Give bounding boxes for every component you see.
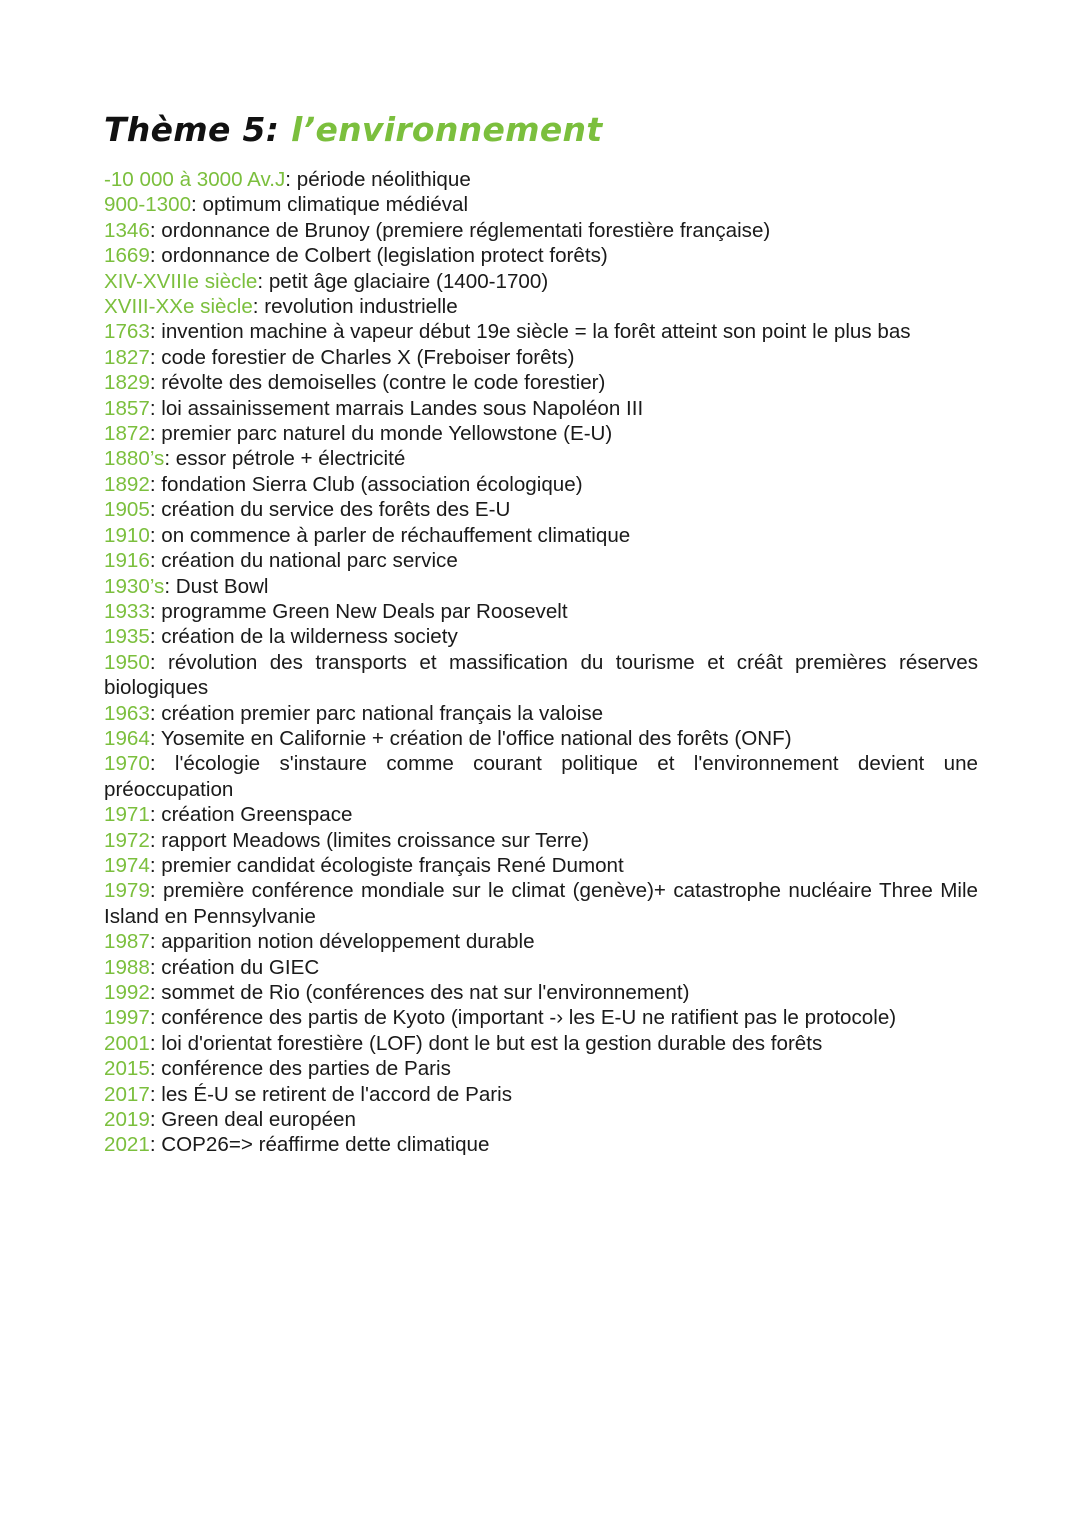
entry-date: 1970	[104, 752, 150, 776]
timeline-entry	[104, 726, 978, 751]
entry-separator: :	[149, 752, 175, 776]
entry-separator: :	[149, 726, 161, 750]
entry-text: rapport Meadows (limites croissance sur Terre)	[161, 828, 589, 852]
entry-text: ordonnance de Brunoy (premiere réglementati forestière française)	[161, 218, 771, 242]
entry-text: optimum climatique médiéval	[202, 193, 469, 217]
title-subject: l’environnement	[291, 110, 603, 149]
timeline-entry	[104, 828, 978, 853]
entry-separator: :	[149, 828, 162, 852]
entry-separator: :	[257, 269, 269, 293]
entry-text: première conférence mondiale sur le climat (genève)+ catastrophe nucléaire Three Mile Island en Pennsylvanie	[104, 879, 979, 928]
timeline-entry	[104, 929, 978, 954]
timeline-entry	[104, 167, 978, 192]
entry-text: programme Green New Deals par Roosevelt	[161, 599, 568, 623]
timeline-entry	[104, 345, 978, 370]
entry-date: 1964	[104, 726, 150, 750]
timeline-entry	[104, 294, 978, 319]
entry-separator: :	[149, 853, 162, 877]
timeline-entry	[104, 523, 978, 548]
entry-text: les É-U se retirent de l'accord de Paris	[161, 1082, 513, 1106]
entry-separator: :	[149, 955, 162, 979]
entry-text: on commence à parler de réchauffement climatique	[161, 523, 631, 547]
entry-text: loi d'orientat forestière (LOF) dont le but est la gestion durable des forêts	[161, 1031, 823, 1055]
timeline-entry	[104, 472, 978, 497]
entry-separator: :	[149, 523, 162, 547]
entry-separator: :	[149, 422, 162, 446]
timeline-entry	[104, 421, 978, 446]
entry-text: l'écologie s'instaure comme courant politique et l'environnement devient une préoccupation	[104, 752, 978, 801]
entry-date: 1987	[104, 930, 150, 954]
entry-date: 1950	[104, 650, 150, 674]
entry-text: période néolithique	[296, 168, 471, 191]
entry-date: 1905	[104, 498, 150, 522]
timeline-entry	[104, 269, 978, 294]
timeline-entry	[104, 1082, 978, 1107]
entry-separator: :	[149, 981, 162, 1004]
title-prefix: Thème 5:	[104, 110, 280, 149]
entry-separator: :	[149, 1057, 162, 1081]
entry-date: -10 000 à 3000 Av.J	[104, 168, 286, 191]
timeline-entry	[104, 802, 978, 827]
entry-separator: :	[149, 599, 162, 623]
entry-separator: :	[191, 193, 203, 217]
entry-text: fondation Sierra Club (association écologique)	[161, 472, 583, 496]
entry-separator: :	[149, 320, 162, 344]
entry-date: 2021	[104, 1133, 150, 1157]
timeline-entry	[104, 701, 978, 726]
entry-date: 2019	[104, 1108, 150, 1132]
entry-date: 1997	[104, 1006, 150, 1030]
entry-date: 1974	[104, 853, 150, 877]
timeline-entry	[104, 548, 978, 573]
entry-separator: :	[149, 1082, 162, 1106]
entry-date: 1963	[104, 701, 150, 725]
entry-date: 1892	[104, 472, 150, 496]
entry-separator: :	[149, 549, 162, 573]
entry-text: création du national parc service	[161, 549, 458, 573]
entry-text: création Greenspace	[161, 803, 353, 827]
timeline-entry	[104, 1132, 978, 1157]
timeline-entry	[104, 650, 978, 701]
entry-text: ordonnance de Colbert (legislation protect forêts)	[161, 244, 608, 268]
entry-date: 1669	[104, 244, 150, 268]
timeline-entry	[104, 192, 978, 217]
entry-separator: :	[149, 1031, 162, 1055]
timeline-entry	[104, 751, 978, 802]
entry-date: 1988	[104, 955, 150, 979]
timeline-entry	[104, 955, 978, 980]
entry-text: loi assainissement marrais Landes sous Napoléon III	[161, 396, 644, 420]
entry-text: apparition notion développement durable	[161, 930, 535, 954]
entry-date: 1872	[104, 422, 150, 446]
timeline-entry	[104, 1005, 978, 1030]
timeline-entry	[104, 1056, 978, 1081]
entry-date: 2017	[104, 1082, 150, 1106]
entry-date: 1935	[104, 625, 150, 649]
entry-date: 1930’s	[104, 574, 165, 598]
timeline-entry	[104, 574, 978, 599]
entry-separator: :	[252, 295, 265, 319]
entry-separator: :	[149, 879, 163, 903]
entry-text: Dust Bowl	[175, 574, 269, 598]
entry-date: 1880’s	[104, 447, 165, 471]
entry-separator: :	[149, 930, 162, 954]
entry-date: 1972	[104, 828, 150, 852]
entry-text: sommet de Rio (conférences des nat sur l'environnement)	[161, 981, 690, 1004]
entry-date: 1933	[104, 599, 150, 623]
entry-text: Green deal européen	[161, 1108, 356, 1132]
entry-date: 2001	[104, 1031, 150, 1055]
entry-date: 900-1300	[104, 193, 192, 217]
entry-separator: :	[285, 168, 297, 191]
entry-separator: :	[149, 244, 162, 268]
timeline-entry	[104, 853, 978, 878]
timeline-entry	[104, 878, 978, 929]
timeline-entry	[104, 446, 978, 471]
entry-date: 1763	[104, 320, 150, 344]
entry-date: 1827	[104, 345, 150, 369]
entry-separator: :	[149, 498, 162, 522]
timeline-entry	[104, 1031, 978, 1056]
timeline-entry	[104, 396, 978, 421]
timeline-entry	[104, 1107, 978, 1132]
entry-separator: :	[149, 345, 162, 369]
timeline-entry	[104, 319, 978, 344]
entry-separator: :	[164, 447, 176, 471]
entry-text: création du GIEC	[161, 955, 320, 979]
entry-date: 1971	[104, 803, 150, 827]
entry-text: invention machine à vapeur début 19e siècle = la forêt atteint son point le plus bas	[161, 320, 911, 344]
entry-separator: :	[149, 1108, 162, 1132]
timeline-entry	[104, 370, 978, 395]
timeline-entry	[104, 243, 978, 268]
document-page	[104, 108, 978, 1158]
entry-separator: :	[149, 1133, 162, 1157]
entry-text: création du service des forêts des E-U	[161, 498, 511, 522]
entry-separator: :	[149, 650, 168, 674]
entry-separator: :	[149, 701, 162, 725]
timeline-entry	[104, 624, 978, 649]
entry-text: COP26=> réaffirme dette climatique	[161, 1133, 490, 1157]
timeline-entry	[104, 497, 978, 522]
entry-date: 1992	[104, 981, 150, 1004]
entry-date: 1979	[104, 879, 150, 903]
entry-separator: :	[149, 803, 162, 827]
entry-date: XIV-XVIIIe siècle	[104, 269, 258, 293]
entry-text: création de la wilderness society	[161, 625, 458, 649]
entry-date: 1346	[104, 218, 150, 242]
timeline-entry	[104, 599, 978, 624]
entry-text: conférence des partis de Kyoto (important -› les E-U ne ratifient pas le protocole)	[161, 1006, 897, 1030]
entry-separator: :	[149, 218, 162, 242]
entry-separator: :	[149, 472, 162, 496]
entry-text: Yosemite en Californie + création de l'office national des forêts (ONF)	[160, 726, 792, 750]
entry-date: 1857	[104, 396, 150, 420]
entry-text: révolution des transports et massification du tourisme et créât premières réserves biologiques	[104, 650, 978, 700]
timeline-entry	[104, 980, 978, 1005]
entry-date: 1916	[104, 549, 150, 573]
entry-separator: :	[149, 1006, 162, 1030]
entry-text: révolte des demoiselles (contre le code forestier)	[161, 371, 606, 395]
timeline-list	[104, 167, 978, 1158]
entry-separator: :	[164, 574, 176, 598]
timeline-entry	[104, 218, 978, 243]
entry-date: 2015	[104, 1057, 150, 1081]
entry-text: conférence des parties de Paris	[161, 1057, 451, 1081]
entry-date: 1829	[104, 371, 150, 395]
entry-text: premier candidat écologiste français René Dumont	[161, 853, 624, 877]
entry-text: premier parc naturel du monde Yellowstone (E-U)	[161, 422, 613, 446]
entry-text: revolution industrielle	[264, 295, 458, 319]
entry-text: création premier parc national français la valoise	[161, 701, 604, 725]
page-title	[104, 108, 978, 152]
entry-text: code forestier de Charles X (Freboiser forêts)	[161, 345, 575, 369]
entry-date: XVIII-XXe siècle	[104, 295, 253, 319]
entry-separator: :	[149, 371, 162, 395]
entry-text: essor pétrole + électricité	[175, 447, 406, 471]
entry-date: 1910	[104, 523, 150, 547]
entry-separator: :	[149, 625, 162, 649]
entry-text: petit âge glaciaire (1400-1700)	[268, 269, 549, 293]
entry-separator: :	[149, 396, 162, 420]
